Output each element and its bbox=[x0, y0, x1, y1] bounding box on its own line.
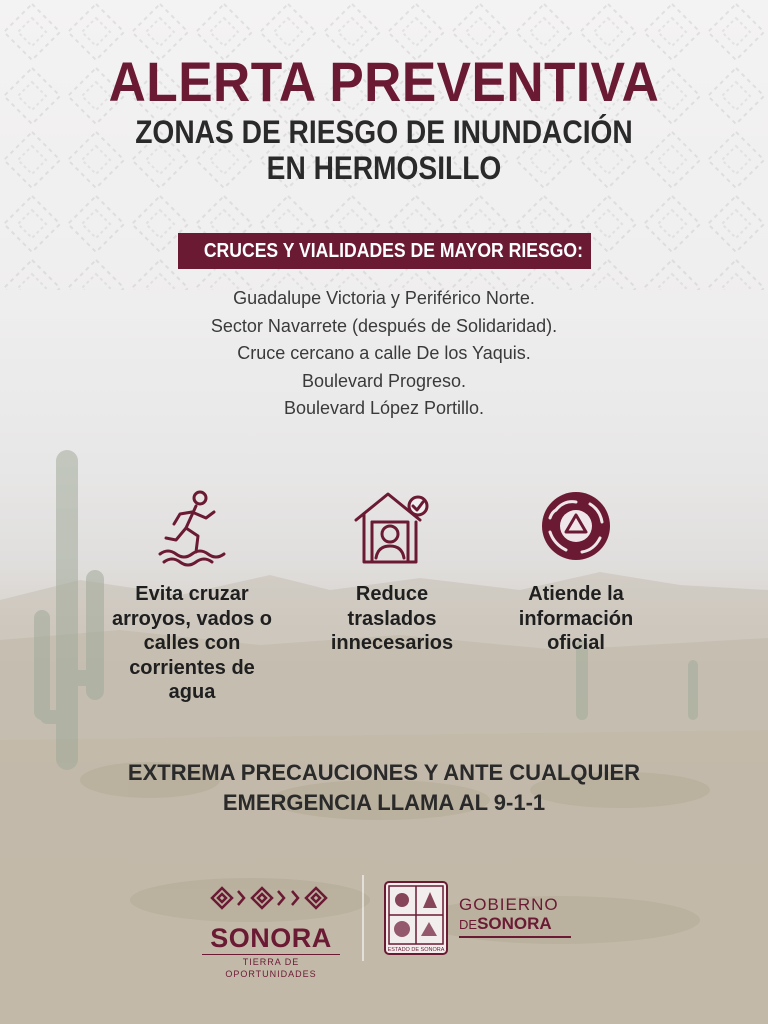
logo-divider bbox=[362, 875, 364, 961]
section-banner-label: CRUCES Y VIALIDADES DE MAYOR RIESGO: bbox=[203, 240, 583, 262]
risk-routes-list bbox=[0, 285, 768, 423]
tip-line: innecesarios bbox=[330, 632, 454, 654]
sonora-pattern-icon bbox=[206, 883, 336, 913]
civil-protection-icon bbox=[536, 488, 616, 568]
route-item: Boulevard Progreso. bbox=[301, 370, 467, 391]
tip-line: Atiende la bbox=[528, 583, 624, 605]
tip-line: información bbox=[518, 607, 634, 630]
tip-label bbox=[292, 582, 492, 656]
person-at-home-icon bbox=[352, 488, 432, 568]
route-item: Cruce cercano a calle De los Yaquis. bbox=[237, 343, 531, 363]
tip-line: corrientes de bbox=[129, 656, 255, 679]
tip-label bbox=[476, 582, 676, 656]
tip-line: calles con bbox=[143, 632, 241, 654]
section-banner bbox=[178, 233, 591, 269]
page-subtitle bbox=[46, 114, 722, 186]
sonora-wordmark: SONORA bbox=[210, 923, 332, 953]
warning-line: EXTREMA PRECAUCIONES Y ANTE CUALQUIER bbox=[127, 760, 641, 785]
emergency-warning bbox=[0, 758, 768, 818]
page-title: ALERTA PREVENTIVA bbox=[108, 50, 660, 113]
state-shield-icon bbox=[383, 880, 449, 956]
tip-avoid-streams bbox=[92, 488, 292, 705]
subtitle-line: EN HERMOSILLO bbox=[266, 150, 502, 186]
tip-label bbox=[92, 582, 292, 705]
gobierno-line2 bbox=[459, 914, 559, 934]
gobierno-sonora: SONORA bbox=[477, 914, 552, 933]
route-item: Sector Navarrete (después de Solidaridad). bbox=[210, 315, 558, 336]
safety-tips bbox=[0, 480, 768, 710]
tip-line: traslados bbox=[347, 607, 437, 630]
route-item: Boulevard López Portillo. bbox=[283, 398, 485, 418]
route-item: Guadalupe Victoria y Periférico Norte. bbox=[233, 288, 535, 308]
running-person-water-icon bbox=[152, 488, 232, 568]
warning-line: EMERGENCIA LLAMA AL 9-1-1 bbox=[222, 790, 546, 815]
tip-line: Evita cruzar bbox=[135, 583, 249, 605]
tip-line: Reduce bbox=[355, 583, 429, 605]
gobierno-line: GOBIERNO bbox=[459, 895, 559, 914]
shield-caption: ESTADO DE SONORA bbox=[387, 947, 445, 953]
tip-line: oficial bbox=[547, 632, 605, 654]
gobierno-de: DE bbox=[459, 917, 478, 932]
tip-official-info bbox=[476, 488, 676, 656]
sonora-tagline: TIERRA DE OPORTUNIDADES bbox=[202, 954, 340, 980]
tip-line: arroyos, vados o bbox=[111, 607, 273, 630]
subtitle-line: ZONAS DE RIESGO DE INUNDACIÓN bbox=[135, 114, 633, 150]
tip-line: agua bbox=[168, 681, 216, 703]
sonora-logo bbox=[196, 883, 346, 979]
tip-reduce-trips bbox=[292, 488, 492, 656]
gobierno-rule bbox=[459, 936, 571, 938]
footer-logos bbox=[0, 875, 768, 979]
gobierno-logo bbox=[459, 895, 559, 934]
